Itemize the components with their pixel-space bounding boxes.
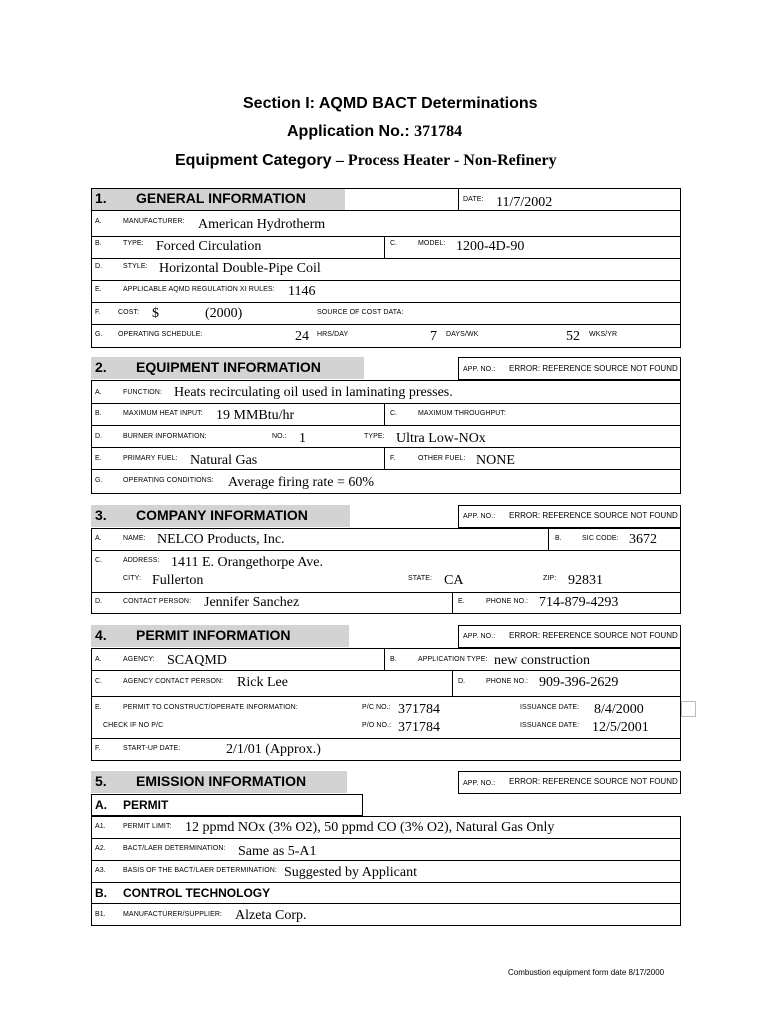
permit-limit-label: PERMIT LIMIT: — [123, 823, 172, 830]
contact-person-label: CONTACT PERSON: — [123, 598, 192, 605]
burner-no-label: NO.: — [272, 433, 287, 440]
city-value: Fullerton — [152, 573, 204, 588]
permit-to-construct-label: PERMIT TO CONSTRUCT/OPERATE INFORMATION: — [123, 704, 298, 711]
row-a-letter: A. — [95, 535, 102, 542]
state-label: STATE: — [408, 575, 433, 582]
section-1-title: GENERAL INFORMATION — [136, 190, 306, 206]
application-type-label: APPLICATION TYPE: — [418, 656, 488, 663]
manufacturer-supplier-value: Alzeta Corp. — [235, 908, 307, 923]
issuance-date-2-value: 12/5/2001 — [592, 720, 649, 735]
operating-conditions-label: OPERATING CONDITIONS: — [123, 477, 214, 484]
row-c-letter: C. — [390, 240, 398, 247]
section-5-title: EMISSION INFORMATION — [136, 773, 307, 789]
app-no-label: APP. NO.: — [463, 513, 496, 520]
control-technology-title: CONTROL TECHNOLOGY — [123, 886, 271, 900]
bact-laer-label: BACT/LAER DETERMINATION: — [123, 845, 226, 852]
agency-value: SCAQMD — [167, 653, 227, 668]
row-a-letter: A. — [95, 656, 102, 663]
sic-code-label: SIC CODE: — [582, 535, 619, 542]
row-g-letter: G. — [95, 477, 103, 484]
section-1-number: 1. — [95, 190, 107, 206]
style-value: Horizontal Double-Pipe Coil — [159, 261, 321, 276]
address-value: 1411 E. Orangethorpe Ave. — [171, 555, 324, 570]
section-3-number: 3. — [95, 507, 107, 523]
application-label: Application No.: — [287, 123, 410, 140]
phone-value: 714-879-4293 — [539, 595, 619, 610]
equipment-category-value: – Process Heater - Non-Refinery — [335, 152, 557, 169]
agency-label: AGENCY: — [123, 656, 155, 663]
application-line — [287, 123, 462, 141]
check-if-no-pc-label: CHECK IF NO P/C — [103, 722, 164, 729]
zip-value: 92831 — [568, 573, 603, 588]
po-no-value: 371784 — [398, 720, 440, 735]
agency-phone-label: PHONE NO.: — [486, 678, 529, 685]
style-label: STYLE: — [123, 263, 148, 270]
app-no-error: ERROR: REFERENCE SOURCE NOT FOUND — [509, 511, 678, 520]
burner-label: BURNER INFORMATION: — [123, 433, 207, 440]
row-b-letter: B. — [95, 410, 102, 417]
app-no-error: ERROR: REFERENCE SOURCE NOT FOUND — [509, 631, 678, 640]
section-3-header — [91, 505, 350, 527]
days-label: DAYS/WK — [446, 331, 479, 338]
section-2-header — [91, 357, 364, 379]
weeks-value: 52 — [566, 329, 580, 344]
cost-label: COST: — [118, 309, 140, 316]
rules-label: APPLICABLE AQMD REGULATION XI RULES: — [123, 286, 275, 293]
manufacturer-supplier-label: MANUFACTURER/SUPPLIER: — [123, 911, 223, 918]
po-no-label: P/O NO.: — [362, 722, 392, 729]
app-no-label: APP. NO.: — [463, 633, 496, 640]
row-b-letter: B. — [390, 656, 397, 663]
burner-no-value: 1 — [299, 431, 306, 446]
row-g-letter: G. — [95, 331, 103, 338]
date-label: DATE: — [463, 196, 484, 203]
row-f-letter: F. — [390, 455, 396, 462]
app-no-label: APP. NO.: — [463, 366, 496, 373]
app-no-error: ERROR: REFERENCE SOURCE NOT FOUND — [509, 364, 678, 373]
basis-value: Suggested by Applicant — [284, 865, 417, 880]
primary-fuel-label: PRIMARY FUEL: — [123, 455, 178, 462]
max-heat-label: MAXIMUM HEAT INPUT: — [123, 410, 203, 417]
section-5-number: 5. — [95, 773, 107, 789]
row-b-letter: B. — [95, 240, 102, 247]
equipment-category-label: Equipment Category — [175, 152, 332, 169]
source-label: SOURCE OF COST DATA: — [317, 309, 404, 316]
row-c-letter: C. — [95, 678, 103, 685]
contact-person-value: Jennifer Sanchez — [204, 595, 300, 610]
section-2-number: 2. — [95, 359, 107, 375]
state-value: CA — [444, 573, 464, 588]
section-3-title: COMPANY INFORMATION — [136, 507, 308, 523]
row-d-letter: D. — [95, 598, 103, 605]
row-e-letter: E. — [95, 455, 102, 462]
burner-type-value: Ultra Low-NOx — [396, 431, 486, 446]
hours-label: HRS/DAY — [317, 331, 349, 338]
row-a-letter: A. — [95, 389, 102, 396]
control-technology-letter: B. — [95, 886, 107, 900]
form-footer: Combustion equipment form date 8/17/2000 — [508, 968, 665, 977]
hours-value: 24 — [295, 329, 309, 344]
section-5-header — [91, 771, 347, 793]
weeks-label: WKS/YR — [589, 331, 618, 338]
other-fuel-label: OTHER FUEL: — [418, 455, 466, 462]
section-4-header — [91, 625, 349, 647]
days-value: 7 — [430, 329, 437, 344]
a1-letter: A1. — [95, 823, 106, 830]
operating-conditions-value: Average firing rate = 60% — [228, 475, 375, 490]
application-type-value: new construction — [494, 653, 591, 668]
pc-no-label: P/C NO.: — [362, 704, 391, 711]
issuance-date-2-label: ISSUANCE DATE: — [520, 722, 580, 729]
a2-letter: A2. — [95, 845, 106, 852]
sic-code-value: 3672 — [629, 532, 657, 547]
primary-fuel-value: Natural Gas — [190, 453, 258, 468]
row-d-letter: D. — [458, 678, 466, 685]
agency-phone-value: 909-396-2629 — [539, 675, 619, 690]
max-throughput-label: MAXIMUM THROUGHPUT: — [418, 410, 507, 417]
permit-limit-value: 12 ppmd NOx (3% O2), 50 ppmd CO (3% O2), Natural Gas Only — [185, 820, 555, 835]
burner-type-label: TYPE: — [364, 433, 385, 440]
other-fuel-value: NONE — [476, 453, 515, 468]
type-value: Forced Circulation — [156, 239, 262, 254]
start-up-date-label: START-UP DATE: — [123, 745, 181, 752]
application-number: 371784 — [414, 123, 463, 140]
max-heat-value: 19 MMBtu/hr — [216, 408, 295, 423]
row-d-letter: D. — [95, 263, 103, 270]
permit-subheader-title: PERMIT — [123, 798, 169, 812]
permit-subheader-letter: A. — [95, 798, 107, 812]
manufacturer-label: MANUFACTURER: — [123, 218, 185, 225]
company-name-label: NAME: — [123, 535, 146, 542]
section-title: Section I: AQMD BACT Determinations — [243, 95, 538, 112]
row-f-letter: F. — [95, 745, 101, 752]
section-4-number: 4. — [95, 627, 107, 643]
agency-contact-label: AGENCY CONTACT PERSON: — [123, 678, 224, 685]
type-label: TYPE: — [123, 240, 144, 247]
equipment-category-line — [175, 152, 557, 170]
bact-laer-value: Same as 5-A1 — [238, 844, 317, 859]
function-label: FUNCTION: — [123, 389, 163, 396]
no-pc-checkbox[interactable] — [681, 701, 696, 717]
model-label: MODEL: — [418, 240, 446, 247]
rules-value: 1146 — [288, 284, 316, 299]
address-label: ADDRESS: — [123, 557, 160, 564]
cost-symbol: $ — [152, 306, 159, 321]
b1-letter: B1. — [95, 911, 106, 918]
section-2-title: EQUIPMENT INFORMATION — [136, 359, 321, 375]
a3-letter: A3. — [95, 867, 106, 874]
basis-label: BASIS OF THE BACT/LAER DETERMINATION: — [123, 867, 277, 874]
date-value: 11/7/2002 — [496, 195, 553, 210]
company-name-value: NELCO Products, Inc. — [157, 532, 285, 547]
phone-label: PHONE NO.: — [486, 598, 529, 605]
schedule-label: OPERATING SCHEDULE: — [118, 331, 203, 338]
row-e-letter: E. — [95, 286, 102, 293]
row-d-letter: D. — [95, 433, 103, 440]
section-4-title: PERMIT INFORMATION — [136, 627, 291, 643]
row-f-letter: F. — [95, 309, 101, 316]
row-c-letter: C. — [95, 557, 103, 564]
row-c-letter: C. — [390, 410, 398, 417]
row-b-letter: B. — [555, 535, 562, 542]
app-no-label: APP. NO.: — [463, 780, 496, 787]
city-label: CITY: — [123, 575, 142, 582]
agency-contact-value: Rick Lee — [237, 675, 288, 690]
issuance-date-1-value: 8/4/2000 — [594, 702, 644, 717]
function-value: Heats recirculating oil used in laminating presses. — [174, 385, 453, 400]
model-value: 1200-4D-90 — [456, 239, 525, 254]
cost-year: (2000) — [205, 306, 243, 321]
start-up-date-value: 2/1/01 (Approx.) — [226, 742, 321, 757]
manufacturer-value: American Hydrotherm — [198, 217, 326, 232]
issuance-date-1-label: ISSUANCE DATE: — [520, 704, 580, 711]
zip-label: ZIP: — [543, 575, 557, 582]
pc-no-value: 371784 — [398, 702, 440, 717]
app-no-error: ERROR: REFERENCE SOURCE NOT FOUND — [509, 777, 678, 786]
row-a-letter: A. — [95, 218, 102, 225]
row-e-letter: E. — [95, 704, 102, 711]
row-e-letter: E. — [458, 598, 465, 605]
